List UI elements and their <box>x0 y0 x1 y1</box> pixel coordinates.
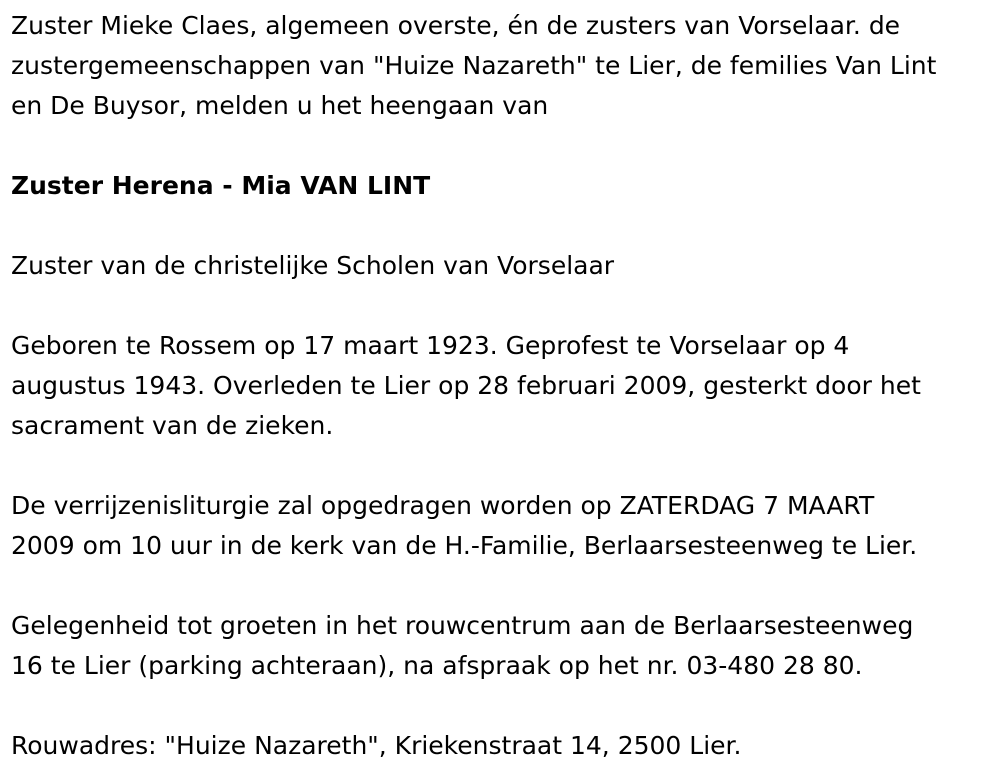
visitation-paragraph <box>11 606 991 686</box>
visitation-line: Gelegenheid tot groeten in het rouwcentrum aan de Berlaarsesteenweg <box>11 611 914 640</box>
congregation-line: Zuster van de christelijke Scholen van Vorselaar <box>11 251 615 280</box>
mourning-address: Rouwadres: "Huize Nazareth", Kriekenstraat 14, 2500 Lier. <box>11 731 742 760</box>
intro-line: en De Buysor, melden u het heengaan van <box>11 91 549 120</box>
funeral-line: 2009 om 10 uur in de kerk van de H.-Familie, Berlaarsesteenweg te Lier. <box>11 531 918 560</box>
biography-line: sacrament van de zieken. <box>11 411 334 440</box>
intro-line: zustergemeenschappen van "Huize Nazareth" te Lier, de femilies Van Lint <box>11 51 937 80</box>
funeral-paragraph <box>11 486 991 566</box>
funeral-line: De verrijzenisliturgie zal opgedragen worden op ZATERDAG 7 MAART <box>11 491 875 520</box>
biography-line: augustus 1943. Overleden te Lier op 28 februari 2009, gesterkt door het <box>11 371 921 400</box>
death-notice <box>11 6 991 766</box>
biography-paragraph <box>11 326 991 446</box>
deceased-name: Zuster Herena - Mia VAN LINT <box>11 171 431 200</box>
intro-paragraph <box>11 6 991 126</box>
visitation-line: 16 te Lier (parking achteraan), na afspraak op het nr. 03-480 28 80. <box>11 651 863 680</box>
intro-line: Zuster Mieke Claes, algemeen overste, én de zusters van Vorselaar. de <box>11 11 901 40</box>
biography-line: Geboren te Rossem op 17 maart 1923. Geprofest te Vorselaar op 4 <box>11 331 850 360</box>
